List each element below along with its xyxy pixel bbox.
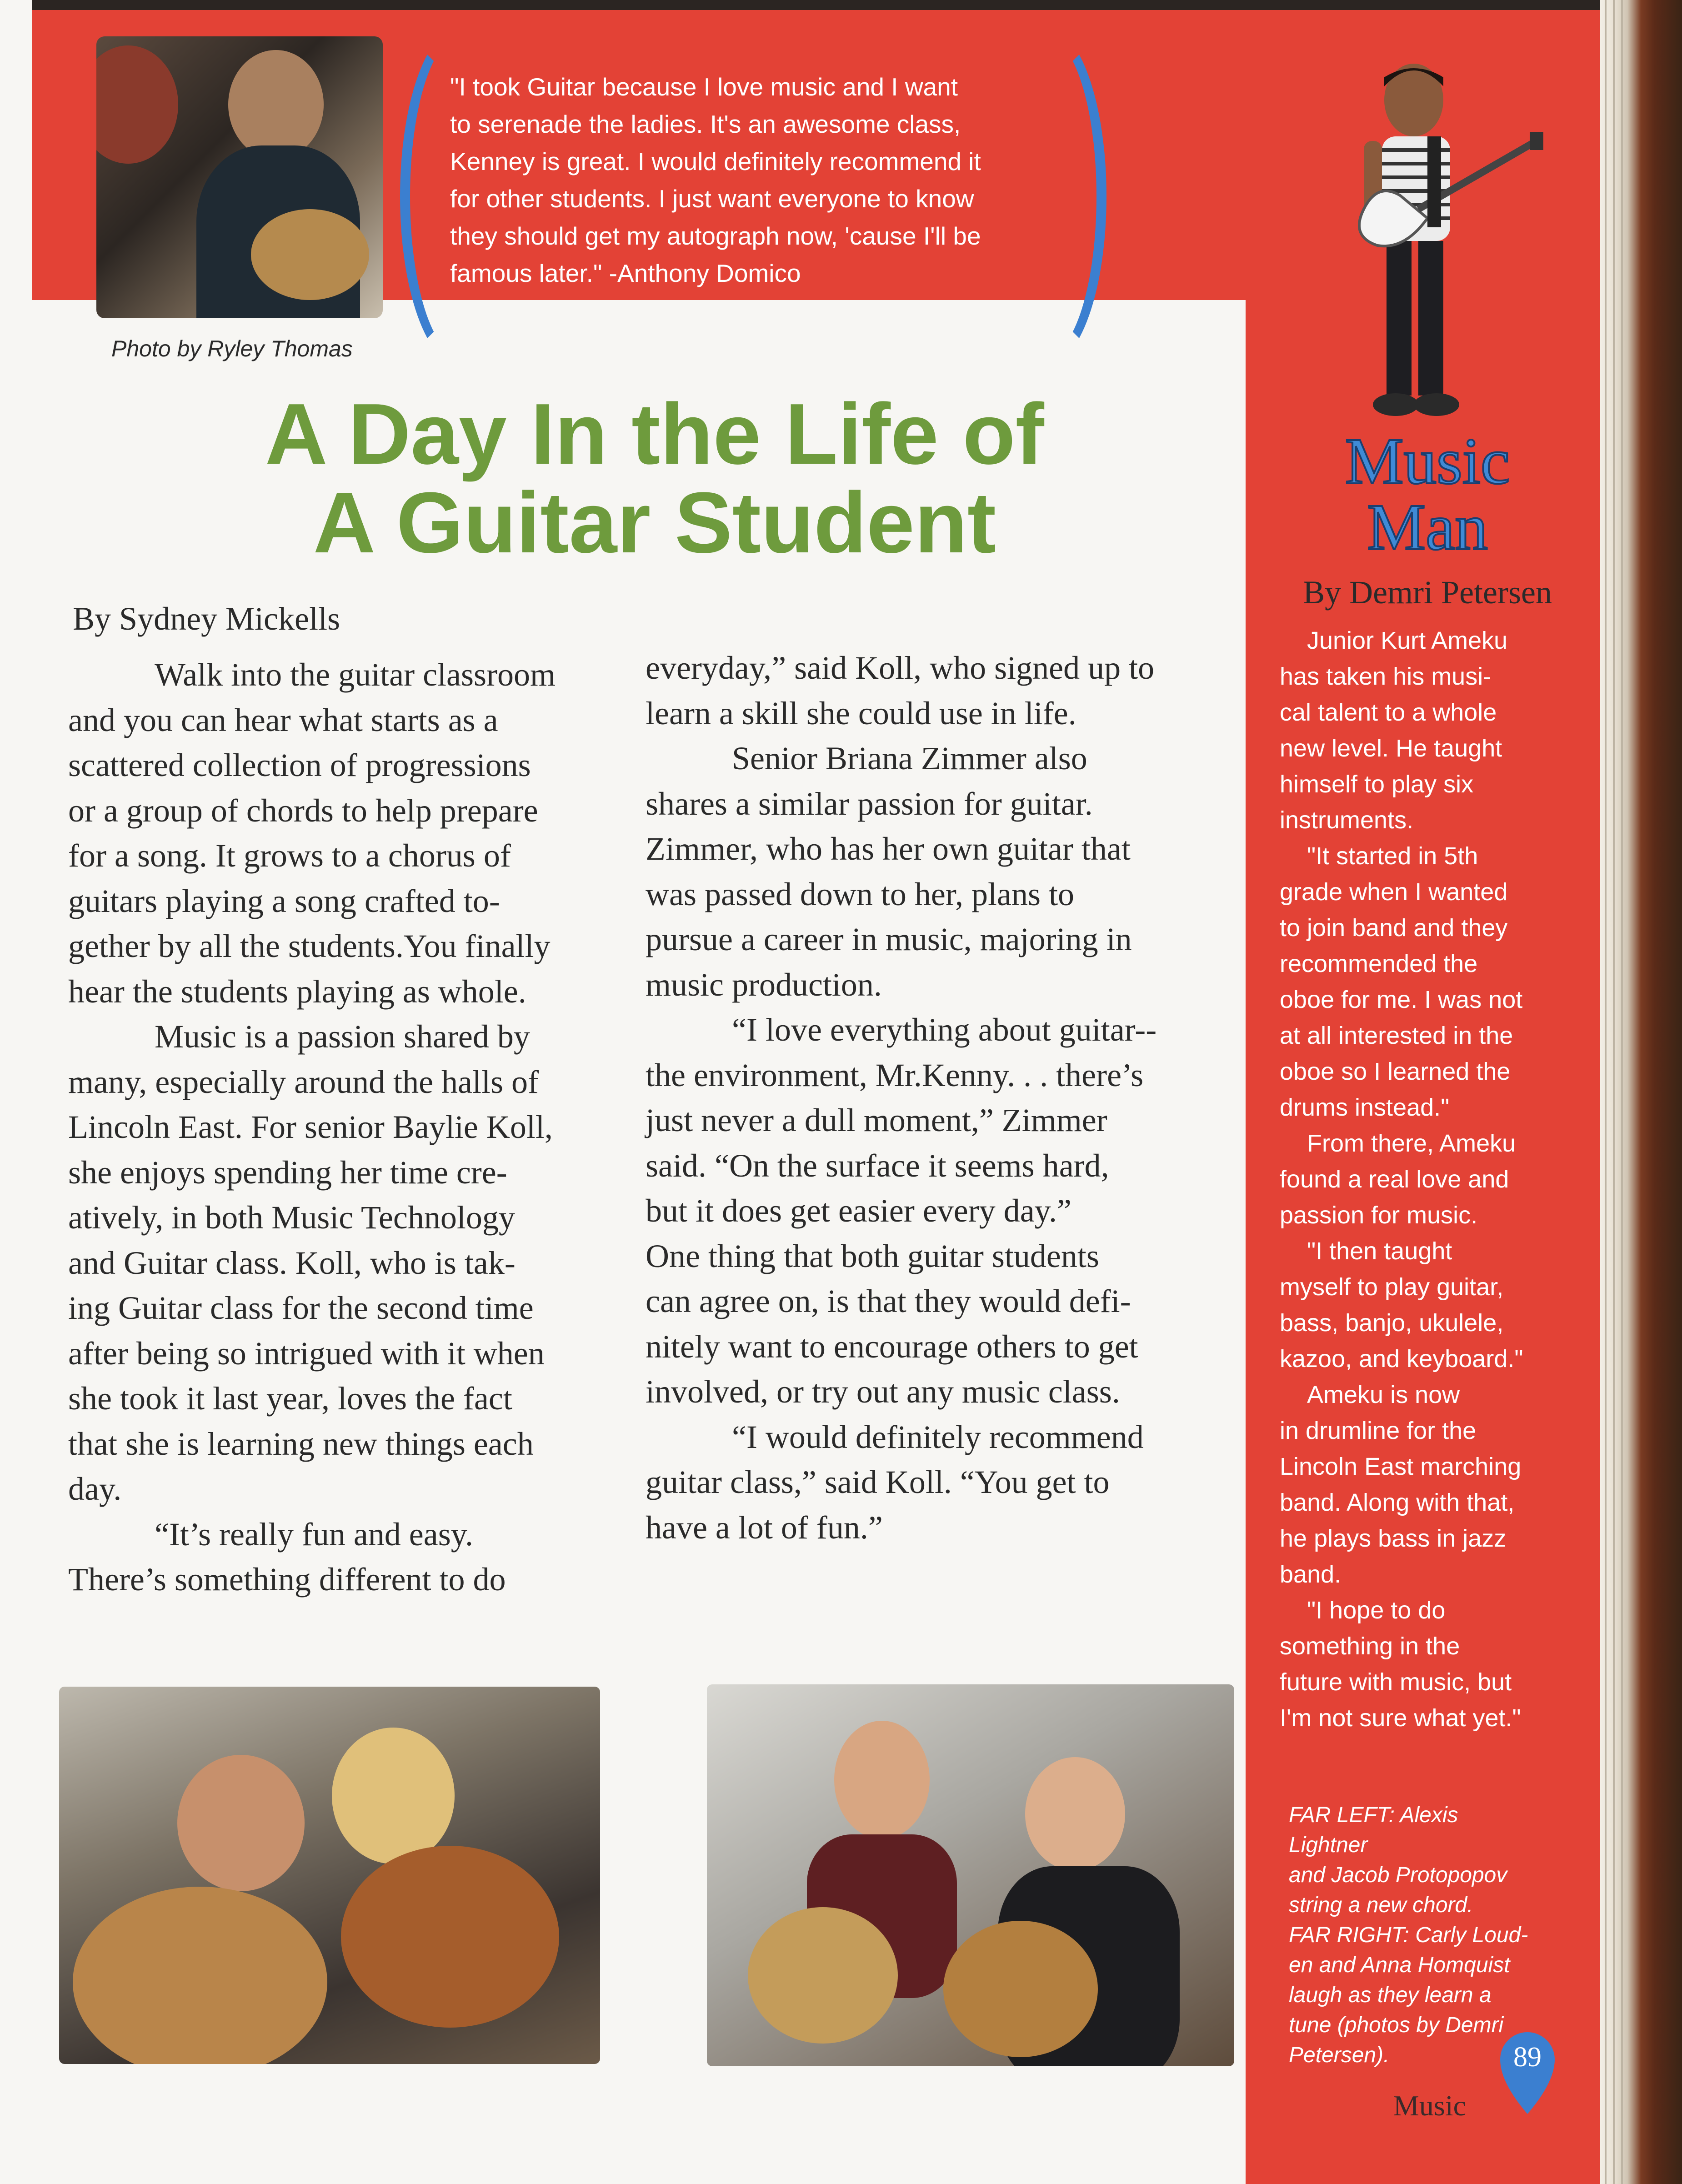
- caption-line: laugh as they learn a: [1289, 1983, 1492, 2007]
- article-line: atively, in both Music Technology: [68, 1199, 515, 1236]
- sidebar-line: has taken his musi-: [1280, 663, 1492, 690]
- article-line: Music is a passion shared by: [155, 1018, 530, 1055]
- article-line: said. “On the surface it seems hard,: [646, 1147, 1109, 1184]
- article-paragraph: [646, 1007, 1236, 1415]
- book-page-edge: [1600, 0, 1682, 2184]
- sidebar-line: kazoo, and keyboard.": [1280, 1345, 1523, 1373]
- article-line: One thing that both guitar students: [646, 1237, 1099, 1274]
- article-byline: By Sydney Mickells: [73, 601, 340, 637]
- acoustic-guitar: [748, 1907, 898, 2044]
- acoustic-guitar: [341, 1846, 559, 2028]
- article-line: but it does get easier every day.”: [646, 1192, 1071, 1229]
- headline-line-1: A Day In the Life of: [265, 386, 1044, 482]
- sidebar-line: new level. He taught: [1280, 735, 1502, 762]
- sidebar-line: Lincoln East marching: [1280, 1453, 1522, 1480]
- article-paragraph: [646, 1415, 1236, 1551]
- sidebar-line: to join band and they: [1280, 914, 1508, 942]
- article-paragraph: [646, 736, 1236, 1007]
- acoustic-guitar: [73, 1887, 327, 2064]
- sidebar-line: Junior Kurt Ameku: [1307, 627, 1508, 654]
- sidebar-line: "I hope to do: [1307, 1597, 1446, 1624]
- background-student: [96, 45, 178, 164]
- student-head: [834, 1721, 930, 1839]
- sidebar-title-line-2: Man: [1367, 491, 1488, 564]
- article-line: guitars playing a song crafted to-: [68, 882, 500, 919]
- guitar-class-photo-right: [707, 1684, 1234, 2066]
- sidebar-line: "I then taught: [1307, 1237, 1452, 1265]
- article-line: “It’s really fun and easy.: [155, 1516, 474, 1553]
- caption-line: Petersen).: [1289, 2043, 1390, 2067]
- article-line: Lincoln East. For senior Baylie Koll,: [68, 1109, 553, 1145]
- caption-line: string a new chord.: [1289, 1893, 1473, 1917]
- page-edge-line: [1621, 0, 1623, 2184]
- article-paragraph: [68, 1014, 646, 1512]
- caption-line: FAR RIGHT: Carly Loud-: [1289, 1923, 1528, 1947]
- article-paragraph: [68, 652, 646, 1014]
- sidebar-line: Ameku is now: [1307, 1381, 1460, 1408]
- quote-line: Kenney is great. I would definitely recommend it: [450, 147, 981, 175]
- article-column-1: [68, 652, 646, 1603]
- sidebar-line: band.: [1280, 1561, 1342, 1588]
- sidebar-line: band. Along with that,: [1280, 1489, 1515, 1516]
- quote-line: for other students. I just want everyone to know: [450, 185, 974, 213]
- quote-line: "I took Guitar because I love music and I want: [450, 73, 958, 101]
- article-line: was passed down to her, plans to: [646, 876, 1074, 912]
- caption-line: tune (photos by Demri: [1289, 2013, 1504, 2037]
- sidebar-line: recommended the: [1280, 950, 1478, 977]
- article-line: involved, or try out any music class.: [646, 1373, 1120, 1410]
- headline-line-2: A Guitar Student: [313, 475, 996, 571]
- page-top-edge: [0, 0, 1600, 10]
- quote-line: to serenade the ladies. It's an awesome class,: [450, 110, 961, 138]
- quote-line: famous later." -Anthony Domico: [450, 259, 801, 287]
- caption-line: FAR LEFT: Alexis Lightner: [1289, 1803, 1458, 1857]
- sidebar-line: "It started in 5th: [1307, 842, 1478, 870]
- sidebar-byline: By Demri Petersen: [1303, 574, 1552, 611]
- article-line: she enjoys spending her time cre-: [68, 1154, 507, 1191]
- article-line: just never a dull moment,” Zimmer: [646, 1102, 1107, 1138]
- sidebar-line: I'm not sure what yet.": [1280, 1704, 1521, 1732]
- article-line: pursue a career in music, majoring in: [646, 921, 1132, 957]
- article-line: Walk into the guitar classroom: [155, 656, 556, 693]
- article-line: that she is learning new things each: [68, 1425, 534, 1462]
- article-line: or a group of chords to help prepare: [68, 792, 538, 829]
- article-line: learn a skill she could use in life.: [646, 695, 1076, 731]
- sidebar-paragraph: [1280, 1377, 1543, 1593]
- sidebar-line: myself to play guitar,: [1280, 1273, 1504, 1301]
- page-edge-line: [1613, 0, 1615, 2184]
- sidebar-line: drums instead.": [1280, 1094, 1450, 1121]
- sidebar-line: passion for music.: [1280, 1202, 1478, 1229]
- article-line: day.: [68, 1471, 122, 1507]
- article-line: and Guitar class. Koll, who is tak-: [68, 1244, 516, 1281]
- article-paragraph: [68, 1512, 646, 1603]
- guitar-class-photo-left: [59, 1687, 600, 2064]
- sidebar-story: [1280, 623, 1543, 1736]
- sidebar-line: found a real love and: [1280, 1166, 1509, 1193]
- article-line: music production.: [646, 966, 882, 1003]
- article-line: have a lot of fun.”: [646, 1509, 883, 1546]
- student-head: [177, 1755, 305, 1891]
- sidebar-title-line-1: Music: [1345, 425, 1510, 498]
- sidebar-line: bass, banjo, ukulele,: [1280, 1309, 1504, 1337]
- article-line: the environment, Mr.Kenny. . . there’s: [646, 1057, 1144, 1093]
- sidebar-paragraph: [1280, 1233, 1543, 1377]
- section-name: Music: [1393, 2089, 1466, 2122]
- page-edge-line: [1605, 0, 1607, 2184]
- student-face: [228, 50, 324, 159]
- article-line: Zimmer, who has her own guitar that: [646, 831, 1131, 867]
- article-line: There’s something different to do: [68, 1561, 506, 1598]
- sidebar-line: he plays bass in jazz: [1280, 1525, 1507, 1552]
- article-line: and you can hear what starts as a: [68, 701, 498, 738]
- sidebar-line: in drumline for the: [1280, 1417, 1477, 1444]
- photo-caption: [1289, 1800, 1534, 2070]
- quote-line: they should get my autograph now, 'cause I'll be: [450, 222, 981, 250]
- article-line: guitar class,” said Koll. “You get to: [646, 1464, 1110, 1500]
- article-line: many, especially around the halls of: [68, 1063, 539, 1100]
- sidebar-line: grade when I wanted: [1280, 878, 1508, 906]
- article-column-2: [646, 646, 1236, 1550]
- sidebar-line: himself to play six: [1280, 771, 1474, 798]
- sidebar-line: cal talent to a whole: [1280, 699, 1497, 726]
- acoustic-guitar: [943, 1921, 1098, 2057]
- sidebar-line: instruments.: [1280, 806, 1414, 834]
- student-head: [332, 1728, 455, 1864]
- caption-line: en and Anna Homquist: [1289, 1953, 1510, 1977]
- guitarist-cutout: [1309, 59, 1546, 432]
- article-line: gether by all the students.You finally: [68, 928, 551, 964]
- sidebar-line: at all interested in the: [1280, 1022, 1513, 1049]
- student-guitar-photo: [96, 36, 383, 318]
- sidebar-line: future with music, but: [1280, 1668, 1512, 1696]
- sidebar-paragraph: [1280, 623, 1543, 838]
- article-line: for a song. It grows to a chorus of: [68, 837, 511, 874]
- article-line: everyday,” said Koll, who signed up to: [646, 650, 1155, 686]
- article-line: Senior Briana Zimmer also: [732, 740, 1087, 776]
- guitar-body: [251, 209, 369, 300]
- student-head: [1025, 1757, 1125, 1871]
- sidebar-paragraph: [1280, 1593, 1543, 1736]
- article-line: shares a similar passion for guitar.: [646, 785, 1093, 822]
- sidebar-paragraph: [1280, 1126, 1543, 1233]
- article-line: can agree on, is that they would defi-: [646, 1283, 1131, 1319]
- sidebar-line: oboe so I learned the: [1280, 1058, 1511, 1085]
- article-line: nitely want to encourage others to get: [646, 1328, 1138, 1365]
- sidebar-paragraph: [1280, 838, 1543, 1126]
- page-number: 89: [1513, 2042, 1542, 2073]
- article-line: “I would definitely recommend: [732, 1418, 1144, 1455]
- article-line: after being so intrigued with it when: [68, 1335, 545, 1372]
- article-line: scattered collection of progressions: [68, 747, 531, 783]
- article-line: “I love everything about guitar--: [732, 1012, 1157, 1048]
- sidebar-line: something in the: [1280, 1633, 1460, 1660]
- caption-line: and Jacob Protopopov: [1289, 1863, 1507, 1887]
- sidebar-line: From there, Ameku: [1307, 1130, 1516, 1157]
- article-paragraph: [646, 646, 1236, 736]
- article-line: hear the students playing as whole.: [68, 973, 526, 1010]
- article-line: ing Guitar class for the second time: [68, 1290, 534, 1326]
- photo-credit: Photo by Ryley Thomas: [111, 336, 353, 361]
- article-line: she took it last year, loves the fact: [68, 1380, 512, 1417]
- pull-quote: [450, 68, 1059, 292]
- sidebar-line: oboe for me. I was not: [1280, 986, 1523, 1013]
